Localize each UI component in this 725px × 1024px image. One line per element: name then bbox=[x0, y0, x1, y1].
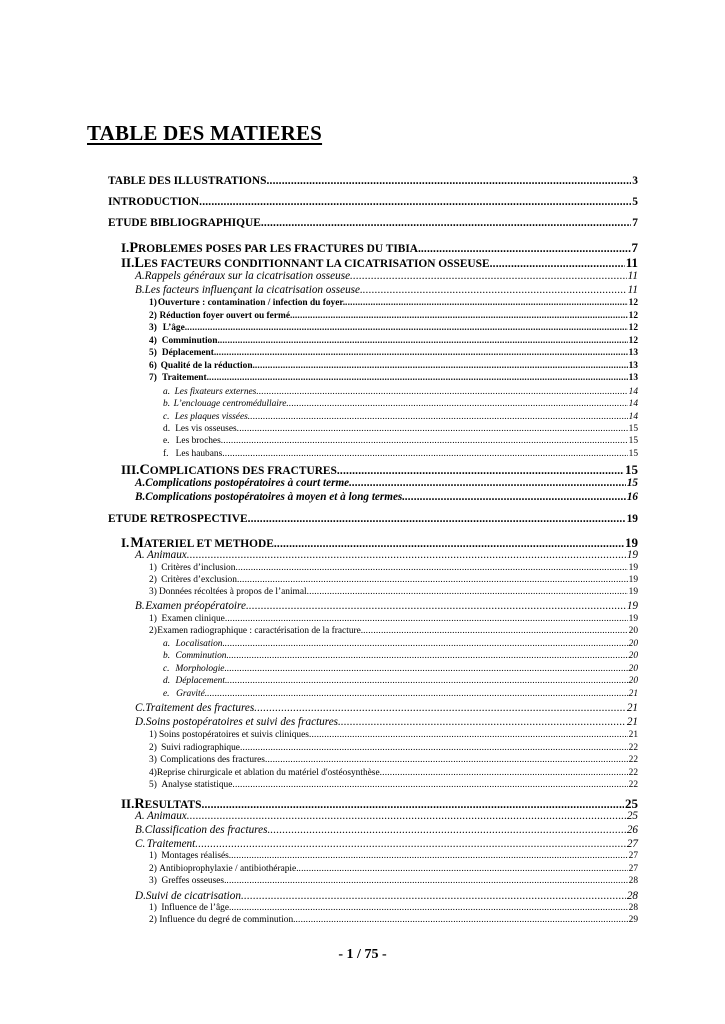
toc-entry-number: 1) bbox=[149, 614, 157, 624]
toc-entry-page-number: 14 bbox=[628, 412, 638, 422]
toc-entry-title: Gravité. bbox=[176, 689, 208, 699]
toc-entry-page-number: 22 bbox=[628, 743, 638, 753]
toc-entry[interactable] bbox=[135, 600, 638, 612]
dot-leader bbox=[345, 298, 628, 308]
toc-entry-page-number: 20 bbox=[628, 639, 638, 649]
toc-entry-title: MATERIEL ET METHODE bbox=[130, 535, 274, 551]
toc-entry-title: Suivi de cicatrisation bbox=[145, 890, 241, 902]
toc-entry-number: 2) bbox=[149, 915, 157, 925]
dot-leader bbox=[363, 284, 627, 296]
toc-entry[interactable] bbox=[149, 323, 638, 333]
toc-entry-title: Déplacement. bbox=[161, 348, 217, 358]
dot-leader bbox=[207, 689, 628, 699]
toc-entry-number: II. bbox=[121, 796, 135, 811]
toc-entry[interactable] bbox=[149, 348, 638, 358]
toc-entry[interactable] bbox=[149, 864, 638, 874]
dot-leader bbox=[227, 664, 628, 674]
toc-entry-title: TABLE DES ILLUSTRATIONS bbox=[108, 175, 267, 187]
dot-leader bbox=[350, 270, 627, 282]
toc-entry[interactable] bbox=[135, 284, 638, 296]
dot-leader bbox=[195, 838, 626, 850]
toc-entry-page-number: 22 bbox=[628, 755, 638, 765]
toc-entry[interactable] bbox=[149, 730, 638, 740]
toc-entry[interactable] bbox=[149, 336, 638, 346]
toc-entry-page-number: 14 bbox=[628, 399, 638, 409]
toc-entry-page-number: 22 bbox=[628, 780, 638, 790]
dot-leader bbox=[241, 890, 626, 902]
toc-entry-title: COMPLICATIONS DES FRACTURES bbox=[139, 462, 337, 478]
dot-leader bbox=[220, 336, 628, 346]
toc-entry-page-number: 15 bbox=[625, 462, 638, 477]
toc-entry-number: 1) bbox=[149, 851, 157, 861]
toc-entry[interactable] bbox=[163, 436, 638, 446]
toc-entry-title: Soins postopératoires et suivis cliniques bbox=[158, 730, 309, 740]
dot-leader bbox=[225, 614, 628, 624]
dot-leader bbox=[240, 743, 628, 753]
toc-entry-page-number: 19 bbox=[628, 614, 638, 624]
dot-leader bbox=[341, 716, 626, 728]
toc-entry-number: C. bbox=[135, 838, 146, 850]
toc-entry-number: B. bbox=[135, 491, 146, 503]
toc-entry-number: I. bbox=[121, 240, 130, 255]
toc-entry-title: INTRODUCTION bbox=[108, 196, 200, 208]
toc-entry-page-number: 28 bbox=[628, 903, 638, 913]
toc-entry[interactable] bbox=[163, 412, 638, 422]
toc-entry[interactable] bbox=[149, 298, 638, 308]
toc-entry-title: Les haubans bbox=[175, 449, 223, 459]
toc-entry-number: A. bbox=[135, 549, 145, 561]
toc-entry-title: Complications postopératoires à moyen et à long termes. bbox=[145, 491, 406, 503]
toc-entry-title: ETUDE RETROSPECTIVE bbox=[108, 513, 248, 525]
toc-entry-number: 2) bbox=[149, 575, 157, 585]
toc-entry-title: Antibioprophylaxie / antibiothérapie. bbox=[159, 864, 299, 874]
toc-entry[interactable] bbox=[149, 743, 638, 753]
dot-leader bbox=[363, 626, 627, 636]
dot-leader bbox=[266, 175, 631, 187]
toc-entry-title: Analyse statistique bbox=[161, 780, 233, 790]
dot-leader bbox=[267, 824, 625, 836]
toc-entry-number: A. bbox=[135, 810, 145, 822]
toc-entry-page-number: 21 bbox=[628, 730, 638, 740]
toc-entry-page-number: 11 bbox=[627, 270, 638, 282]
toc-entry-number: b. bbox=[163, 651, 171, 661]
dot-leader bbox=[286, 399, 627, 409]
dot-leader bbox=[256, 387, 627, 397]
toc-entry-page-number: 15 bbox=[628, 449, 638, 459]
toc-entry-number: I. bbox=[121, 535, 130, 550]
toc-entry-page-number: 14 bbox=[628, 387, 638, 397]
toc-entry-number: 1) bbox=[149, 730, 157, 740]
toc-entry-number: III. bbox=[121, 462, 140, 477]
dot-leader bbox=[187, 549, 626, 561]
dot-leader bbox=[246, 600, 626, 612]
toc-entry-page-number: 25 bbox=[626, 810, 638, 822]
toc-entry-title: Les facteurs influençant la cicatrisation osseuse. bbox=[144, 284, 363, 296]
toc-entry-number: 5) bbox=[149, 348, 157, 358]
dot-leader bbox=[349, 477, 626, 489]
dot-leader bbox=[231, 851, 627, 861]
toc-entry[interactable] bbox=[135, 838, 638, 850]
toc-entry[interactable] bbox=[135, 477, 638, 489]
toc-entry-page-number: 5 bbox=[632, 196, 638, 208]
dot-leader bbox=[227, 676, 627, 686]
toc-entry-page-number: 13 bbox=[628, 361, 638, 371]
toc-entry-number: e. bbox=[163, 689, 170, 699]
toc-entry-number: A. bbox=[135, 477, 146, 489]
toc-entry-page-number: 20 bbox=[628, 626, 638, 636]
toc-entry[interactable] bbox=[135, 810, 638, 822]
toc-entry-title: Rappels généraux sur la cicatrisation osseuse bbox=[144, 270, 351, 282]
toc-entry-number: 3) bbox=[149, 755, 157, 765]
dot-leader bbox=[225, 639, 628, 649]
dot-leader bbox=[309, 730, 628, 740]
toc-entry-number: c. bbox=[163, 412, 170, 422]
toc-entry-page-number: 21 bbox=[626, 702, 638, 714]
toc-entry-page-number: 22 bbox=[628, 768, 638, 778]
toc-entry-page-number: 15 bbox=[628, 424, 638, 434]
toc-entry-number: B. bbox=[135, 284, 145, 296]
toc-entry-title: Examen radiographique : caractérisation de la fracture. bbox=[157, 626, 364, 636]
toc-entry-page-number: 19 bbox=[628, 563, 638, 573]
page-title: TABLE DES MATIERES bbox=[87, 121, 323, 145]
toc-entry-page-number: 19 bbox=[626, 549, 638, 561]
toc-entry-title: PROBLEMES POSES PAR LES FRACTURES DU TIBIA. bbox=[129, 240, 421, 256]
toc-entry-number: 7) bbox=[149, 373, 157, 383]
toc-entry-title: Ouverture : contamination / infection du foyer. bbox=[157, 298, 346, 308]
toc-entry-page-number: 12 bbox=[628, 323, 638, 333]
dot-leader bbox=[380, 768, 628, 778]
toc-entry[interactable] bbox=[149, 851, 638, 861]
toc-entry-page-number: 12 bbox=[628, 298, 638, 308]
toc-entry-number: D. bbox=[135, 890, 146, 902]
toc-entry-title: Comminution. bbox=[161, 336, 220, 346]
dot-leader bbox=[248, 412, 628, 422]
toc-entry-title: Comminution. bbox=[175, 651, 229, 661]
toc-entry-page-number: 7 bbox=[631, 240, 638, 255]
toc-entry-title: Données récoltées à propos de l’animal bbox=[159, 587, 307, 597]
toc-entry-title: Influence du degré de comminution. bbox=[159, 915, 296, 925]
toc-entry[interactable] bbox=[149, 311, 638, 321]
toc-entry-page-number: 16 bbox=[626, 491, 638, 503]
toc-entry-number: B. bbox=[135, 824, 145, 836]
toc-entry-number: b. bbox=[163, 399, 171, 409]
toc-entry[interactable] bbox=[135, 716, 638, 728]
toc-entry[interactable] bbox=[149, 614, 638, 624]
toc-entry[interactable] bbox=[163, 639, 638, 649]
toc-entry[interactable] bbox=[149, 587, 638, 597]
dot-leader bbox=[265, 755, 628, 765]
toc-entry-page-number: 26 bbox=[626, 824, 638, 836]
dot-leader bbox=[216, 348, 627, 358]
dot-leader bbox=[405, 491, 626, 503]
toc-entry-number: d. bbox=[163, 424, 171, 434]
page-footer: - 1 / 75 - bbox=[338, 947, 387, 962]
toc-entry-title: Les broches bbox=[175, 436, 221, 446]
toc-entry[interactable] bbox=[135, 270, 638, 282]
toc-entry-number: 1) bbox=[149, 903, 157, 913]
dot-leader bbox=[231, 903, 627, 913]
toc-entry[interactable] bbox=[135, 702, 638, 714]
toc-entry-title: Examen clinique bbox=[161, 614, 225, 624]
toc-entry[interactable] bbox=[108, 196, 638, 208]
toc-entry-page-number: 19 bbox=[626, 600, 638, 612]
toc-entry-page-number: 3 bbox=[632, 175, 638, 187]
toc-entry[interactable] bbox=[149, 755, 638, 765]
toc-entry-title: Classification des fractures bbox=[144, 824, 268, 836]
toc-entry-page-number: 19 bbox=[628, 587, 638, 597]
toc-entry-title: Les plaques vissées bbox=[174, 412, 248, 422]
toc-entry[interactable] bbox=[149, 768, 638, 778]
dot-leader bbox=[199, 196, 631, 208]
toc-entry-page-number: 13 bbox=[628, 348, 638, 358]
toc-entry-title: L’enclouage centromédullaire bbox=[173, 399, 287, 409]
dot-leader bbox=[222, 449, 627, 459]
toc-entry-page-number: 19 bbox=[625, 535, 638, 550]
dot-leader bbox=[254, 702, 626, 714]
toc-entry[interactable] bbox=[163, 664, 638, 674]
toc-entry-number: 4) bbox=[149, 768, 157, 778]
toc-entry-page-number: 15 bbox=[626, 477, 638, 489]
dot-leader bbox=[229, 651, 628, 661]
toc-entry-title: Localisation. bbox=[175, 639, 225, 649]
toc-entry-title: Critères d’inclusion bbox=[161, 563, 236, 573]
toc-entry-number: C. bbox=[135, 702, 146, 714]
toc-entry-title: Traitement. bbox=[162, 373, 209, 383]
dot-leader bbox=[307, 587, 628, 597]
toc-entry-page-number: 28 bbox=[626, 890, 638, 902]
toc-entry-title: Soins postopératoires et suivi des fractures. bbox=[145, 716, 341, 728]
toc-entry-title: Reprise chirurgicale et ablation du matériel d'ostéosynthèse bbox=[156, 768, 380, 778]
toc-entry-number: 6) bbox=[149, 361, 157, 371]
dot-leader bbox=[187, 810, 626, 822]
dot-leader bbox=[255, 361, 628, 371]
toc-entry[interactable] bbox=[163, 424, 638, 434]
toc-entry[interactable] bbox=[108, 217, 638, 229]
toc-entry-title: Complications postopératoires à court terme bbox=[145, 477, 350, 489]
toc-entry-title: Montages réalisés. bbox=[161, 851, 232, 861]
toc-entry[interactable] bbox=[163, 399, 638, 409]
dot-leader bbox=[261, 217, 631, 229]
toc-entry[interactable] bbox=[163, 689, 638, 699]
toc-entry-number: 1) bbox=[149, 298, 157, 308]
dot-leader bbox=[237, 575, 628, 585]
toc-entry-page-number: 20 bbox=[628, 664, 638, 674]
toc-entry[interactable] bbox=[149, 915, 638, 925]
toc-entry-title: Influence de l’âge. bbox=[161, 903, 232, 913]
toc-entry-title: Examen préopératoire bbox=[145, 600, 246, 612]
toc-entry-page-number: 20 bbox=[628, 676, 638, 686]
toc-entry-number: 2) bbox=[149, 626, 157, 636]
toc-entry-title: Traitement bbox=[146, 838, 196, 850]
toc-entry-number: 3) bbox=[149, 323, 157, 333]
dot-leader bbox=[221, 436, 628, 446]
toc-entry[interactable] bbox=[149, 373, 638, 383]
toc-entry-number: 3) bbox=[149, 876, 157, 886]
toc-entry-title: Qualité de la réduction. bbox=[160, 361, 255, 371]
toc-entry-title: L’âge. bbox=[162, 323, 188, 333]
dot-leader bbox=[235, 563, 627, 573]
toc-entry-page-number: 27 bbox=[628, 864, 638, 874]
toc-entry-number: 3) bbox=[149, 587, 157, 597]
toc-entry-page-number: 20 bbox=[628, 651, 638, 661]
dot-leader bbox=[226, 876, 627, 886]
toc-entry-title: Les fixateurs externes bbox=[174, 387, 257, 397]
toc-entry[interactable] bbox=[149, 563, 638, 573]
toc-entry[interactable] bbox=[135, 491, 638, 503]
toc-entry[interactable] bbox=[163, 676, 638, 686]
toc-entry-title: Les vis osseuses bbox=[175, 424, 237, 434]
toc-entry-page-number: 11 bbox=[625, 255, 638, 270]
toc-entry-number: 2) bbox=[149, 743, 157, 753]
toc-entry-number: B. bbox=[135, 600, 145, 612]
dot-leader bbox=[421, 243, 631, 255]
toc-entry-title: Animaux bbox=[146, 549, 187, 561]
toc-entry-page-number: 21 bbox=[628, 689, 638, 699]
toc-entry-page-number: 28 bbox=[628, 876, 638, 886]
toc-entry-page-number: 13 bbox=[628, 373, 638, 383]
toc-entry[interactable] bbox=[135, 824, 638, 836]
toc-entry-page-number: 19 bbox=[628, 575, 638, 585]
toc-entry[interactable] bbox=[135, 890, 638, 902]
dot-leader bbox=[248, 513, 626, 525]
toc-entry-number: 1) bbox=[149, 563, 157, 573]
toc-entry-number: 4) bbox=[149, 336, 157, 346]
toc-entry-title: LES FACTEURS CONDITIONNANT LA CICATRISATION OSSEUSE bbox=[134, 255, 490, 271]
toc-entry[interactable] bbox=[149, 876, 638, 886]
toc-entry-page-number: 25 bbox=[625, 796, 638, 811]
toc-entry-number: 5) bbox=[149, 780, 157, 790]
toc-entry-title: Traitement des fractures bbox=[145, 702, 255, 714]
toc-entry[interactable] bbox=[108, 175, 638, 187]
toc-entry-page-number: 12 bbox=[628, 336, 638, 346]
toc-entry-page-number: 11 bbox=[627, 284, 638, 296]
toc-entry-number: 2) bbox=[149, 311, 157, 321]
toc-entry-title: ETUDE BIBLIOGRAPHIQUE bbox=[108, 217, 261, 229]
toc-entry[interactable] bbox=[108, 513, 638, 525]
toc-entry[interactable] bbox=[163, 651, 638, 661]
toc-entry[interactable] bbox=[163, 449, 638, 459]
toc-entry-title: Critères d’exclusion bbox=[161, 575, 237, 585]
toc-entry-title: Complications des fractures bbox=[160, 755, 265, 765]
toc-entry[interactable] bbox=[149, 626, 638, 636]
toc-entry[interactable] bbox=[135, 549, 638, 561]
toc-entry[interactable] bbox=[149, 575, 638, 585]
dot-leader bbox=[299, 864, 628, 874]
toc-entry-title: Animaux bbox=[146, 810, 187, 822]
toc-entry-number: f. bbox=[163, 449, 169, 459]
toc-entry-title: Greffes osseuses. bbox=[161, 876, 227, 886]
dot-leader bbox=[209, 373, 628, 383]
dot-leader bbox=[292, 311, 627, 321]
toc-entry-title: Déplacement. bbox=[175, 676, 228, 686]
toc-entry[interactable] bbox=[163, 387, 638, 397]
dot-leader bbox=[296, 915, 628, 925]
dot-leader bbox=[237, 424, 628, 434]
toc-entry-page-number: 15 bbox=[628, 436, 638, 446]
toc-entry-page-number: 27 bbox=[628, 851, 638, 861]
toc-entry-title: Morphologie. bbox=[175, 664, 227, 674]
toc-entry-page-number: 21 bbox=[626, 716, 638, 728]
toc-entry[interactable] bbox=[149, 780, 638, 790]
toc-entry-number: e. bbox=[163, 436, 170, 446]
toc-entry-number: 2) bbox=[149, 864, 157, 874]
toc-entry-title: Réduction foyer ouvert ou fermé. bbox=[159, 311, 293, 321]
toc-entry-page-number: 19 bbox=[626, 513, 638, 525]
toc-entry-number: a. bbox=[163, 639, 171, 649]
toc-entry-title: RESULTATS bbox=[134, 796, 202, 812]
toc-entry-page-number: 27 bbox=[626, 838, 638, 850]
toc-entry-page-number: 29 bbox=[628, 915, 638, 925]
toc-entry-title: Suivi radiographique bbox=[161, 743, 240, 753]
toc-entry-page-number: 12 bbox=[628, 311, 638, 321]
toc-entry[interactable] bbox=[149, 361, 638, 371]
dot-leader bbox=[337, 465, 624, 477]
toc-entry-number: A. bbox=[135, 270, 145, 282]
toc-entry-number: a. bbox=[163, 387, 171, 397]
dot-leader bbox=[232, 780, 627, 790]
dot-leader bbox=[187, 323, 627, 333]
toc-entry-page-number: 7 bbox=[632, 217, 638, 229]
dot-leader bbox=[490, 258, 625, 270]
toc-entry[interactable] bbox=[149, 903, 638, 913]
toc-entry-number: II. bbox=[121, 255, 135, 270]
toc-entry-number: c. bbox=[163, 664, 170, 674]
toc-entry-number: d. bbox=[163, 676, 171, 686]
toc-entry-number: D. bbox=[135, 716, 146, 728]
